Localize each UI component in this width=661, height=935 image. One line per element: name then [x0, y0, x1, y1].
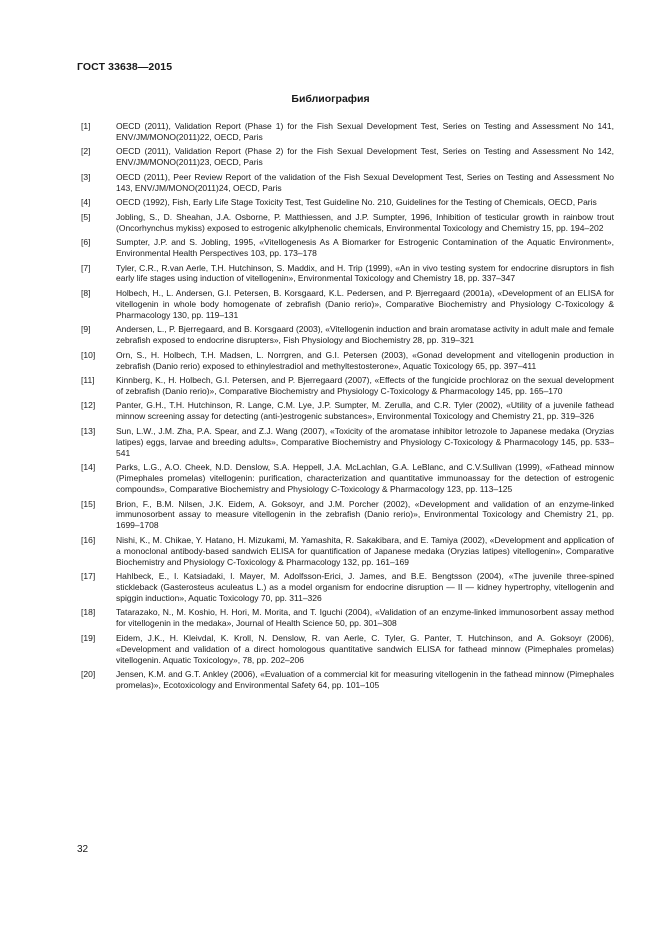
reference-number: [3] — [81, 171, 91, 182]
reference-text: Nishi, K., M. Chikae, Y. Hatano, H. Mizukami, M. Yamashita, R. Sakakibara, and E. Tamiya (2002), «Development and application of a monoclonal antibody-based sandwich ELISA for quantification of Japanese medaka (Oryzias latipes) vitellogenin», Comparative Biochemistry and Physiology C-Toxicology & Pharmacology 132, pp. 161–169 — [116, 534, 614, 567]
reference-item — [77, 172, 614, 194]
reference-number: [20] — [81, 669, 96, 680]
reference-number: [4] — [81, 197, 91, 208]
reference-text: Tatarazako, N., M. Koshio, H. Hori, M. Morita, and T. Iguchi (2004), «Validation of an enzyme-linked immunosorbent assay method for vitellogenin in the medaka», Journal of Health Science 50, pp. 301–308 — [116, 607, 614, 629]
reference-text: OECD (1992), Fish, Early Life Stage Toxicity Test, Test Guideline No. 210, Guidelines for the Testing of Chemicals, OECD, Paris — [116, 197, 597, 208]
reference-number: [15] — [81, 498, 96, 509]
reference-number: [10] — [81, 349, 96, 360]
reference-item — [77, 535, 614, 568]
reference-item — [77, 375, 614, 397]
reference-text: Sun, L.W., J.M. Zha, P.A. Spear, and Z.J. Wang (2007), «Toxicity of the aromatase inhibitor letrozole to Japanese medaka (Oryzias latipes) eggs, larvae and breeding adults», Comparative Biochemistry and Physiology C-Toxicology & Pharmacology 145, pp. 533–541 — [116, 425, 614, 458]
reference-number: [8] — [81, 287, 91, 298]
reference-item — [77, 350, 614, 372]
reference-number: [5] — [81, 211, 91, 222]
standard-code-header: ГОСТ 33638—2015 — [77, 61, 173, 73]
reference-item — [77, 633, 614, 666]
reference-number: [16] — [81, 534, 96, 545]
reference-text: Tyler, C.R., R.van Aerle, T.H. Hutchinson, S. Maddix, and H. Trip (1999), «An in vivo testing system for endocrine disruptors in fish early life stages using induction of vitellogenin», Environmental Toxicology and Chemistry 18, pp. 337–347 — [116, 262, 614, 284]
reference-number: [11] — [81, 375, 95, 386]
reference-text: Brion, F., B.M. Nilsen, J.K. Eidem, A. Goksoyr, and J.M. Porcher (2002), «Development and validation of an enzyme-linked immunosorbent assay to measure vitellogenin in the zebrafish (Danio rerio)», Environmental Toxicology and Chemistry 21, pp. 1699–1708 — [116, 498, 614, 531]
reference-item — [77, 212, 614, 234]
reference-text: Panter, G.H., T.H. Hutchinson, R. Lange, C.M. Lye, J.P. Sumpter, M. Zerulla, and C.R. Tyler (2002), «Utility of a juvenile fathead minnow screening assay for detecting (anti-)estrogenic substances», Environmental Toxicology and Chemistry 21, pp. 319–326 — [116, 400, 614, 422]
reference-text: Hahlbeck, E., I. Katsiadaki, I. Mayer, M. Adolfsson-Erici, J. James, and B.E. Bengtsson (2004), «The juvenile three-spined stickleback (Gasterosteus aculeatus L.) as a model organism for endocrine disruption — II — kidney hypertrophy, vitellogenin and spiggin induction», Aquatic Toxicology 70, pp. 311–326 — [116, 571, 614, 603]
reference-item — [77, 197, 614, 208]
reference-item — [77, 607, 614, 629]
reference-text: OECD (2011), Validation Report (Phase 2) for the Fish Sexual Development Test, Series on Testing and Assessment No 142, ENV/JM/MONO(2011)23, OECD, Paris — [116, 146, 614, 168]
reference-item — [77, 263, 614, 285]
reference-text: Jensen, K.M. and G.T. Ankley (2006), «Evaluation of a commercial kit for measuring vitellogenin in the fathead minnow (Pimephales promelas)», Ecotoxicology and Environmental Safety 64, pp. 101–105 — [116, 669, 614, 691]
reference-number: [17] — [81, 571, 96, 582]
reference-number: [9] — [81, 324, 91, 335]
reference-number: [7] — [81, 262, 91, 273]
reference-text: OECD (2011), Validation Report (Phase 1) for the Fish Sexual Development Test, Series on Testing and Assessment No 141, ENV/JM/MONO(2011)22, OECD, Paris — [116, 121, 614, 142]
reference-text: Sumpter, J.P. and S. Jobling, 1995, «Vitellogenesis As A Biomarker for Estrogenic Contamination of the Aquatic Environment», Environmental Health Perspectives 103, pp. 173–178 — [116, 237, 614, 259]
reference-item — [77, 462, 614, 495]
page-number: 32 — [77, 844, 89, 855]
reference-item — [77, 237, 614, 259]
reference-list — [77, 121, 614, 695]
reference-number: [13] — [81, 425, 96, 436]
reference-text: Kinnberg, K., H. Holbech, G.I. Petersen, and P. Bjerregaard (2007), «Effects of the fungicide prochloraz on the sexual development of zebrafish (Danio rerio)», Comparative Biochemistry and Physiology C-Toxicology & Pharmacology 145, pp. 165–170 — [116, 375, 614, 396]
reference-number: [1] — [81, 121, 91, 131]
reference-number: [19] — [81, 632, 96, 643]
reference-text: Eidem, J.K., H. Kleivdal, K. Kroll, N. Denslow, R. van Aerle, C. Tyler, G. Panter, T. Hutchinson, and A. Goksoyr (2006), «Development and validation of a direct homologous quantitative sandwich ELISA for fathead minnow (Pimephales promelas) vitellogenin. Aquatic Toxicology», 78, pp. 202–206 — [116, 632, 614, 665]
reference-number: [14] — [81, 462, 96, 473]
reference-text: Holbech, H., L. Andersen, G.I. Petersen, B. Korsgaard, K.L. Pedersen, and P. Bjerregaard (2001a), «Development of an ELISA for vitellogenin in whole body homogenate of zebrafish (Danio rerio)», Comparative Biochemistry and Physiology C-Toxicology & Pharmacology 130, pp. 119–131 — [116, 287, 614, 320]
reference-text: Orn, S., H. Holbech, T.H. Madsen, L. Norrgren, and G.I. Petersen (2003), «Gonad development and vitellogenin production in zebrafish (Danio rerio) exposed to ethinylestradiol and methyltestosterone», Aquatic Toxicology 65, pp. 397–411 — [116, 349, 614, 371]
reference-item — [77, 499, 614, 532]
reference-number: [6] — [81, 237, 91, 248]
reference-item — [77, 288, 614, 321]
reference-item — [77, 146, 614, 168]
reference-item — [77, 400, 614, 422]
reference-item — [77, 669, 614, 691]
reference-text: Parks, L.G., A.O. Cheek, N.D. Denslow, S.A. Heppell, J.A. McLachlan, G.A. LeBlanc, and C.V.Sullivan (1999), «Fathead minnow (Pimephales promelas) vitellogenin: purification, characterization and quantitative immunoassay for the detection of estrogenic compounds», Comparative Biochemistry and Physiology C-Toxicology & Pharmacology 123, pp. 113–125 — [116, 462, 614, 494]
reference-item — [77, 324, 614, 346]
reference-number: [2] — [81, 146, 91, 157]
reference-number: [12] — [81, 400, 96, 411]
reference-text: OECD (2011), Peer Review Report of the validation of the Fish Sexual Development Test, Series on Testing and Assessment No 143, ENV/JM/MONO(2011)24, OECD, Paris — [116, 171, 614, 193]
reference-item — [77, 571, 614, 604]
reference-number: [18] — [81, 607, 96, 618]
reference-text: Andersen, L., P. Bjerregaard, and B. Korsgaard (2003), «Vitellogenin induction and brain aromatase activity in adult male and female zebrafish exposed to endocrine disrupters», Fish Physiology and Biochemistry 28, pp. 319–321 — [116, 324, 614, 346]
bibliography-title: Библиография — [291, 93, 370, 105]
reference-item — [77, 121, 614, 143]
reference-item — [77, 426, 614, 459]
reference-text: Jobling, S., D. Sheahan, J.A. Osborne, P. Matthiessen, and J.P. Sumpter, 1996, Inhibition of testicular growth in rainbow trout (Oncorhynchus mykiss) exposed to estrogenic alkylphenolic chemicals, Environmental Toxicology and Chemistry 15, pp. 194–202 — [116, 211, 614, 233]
